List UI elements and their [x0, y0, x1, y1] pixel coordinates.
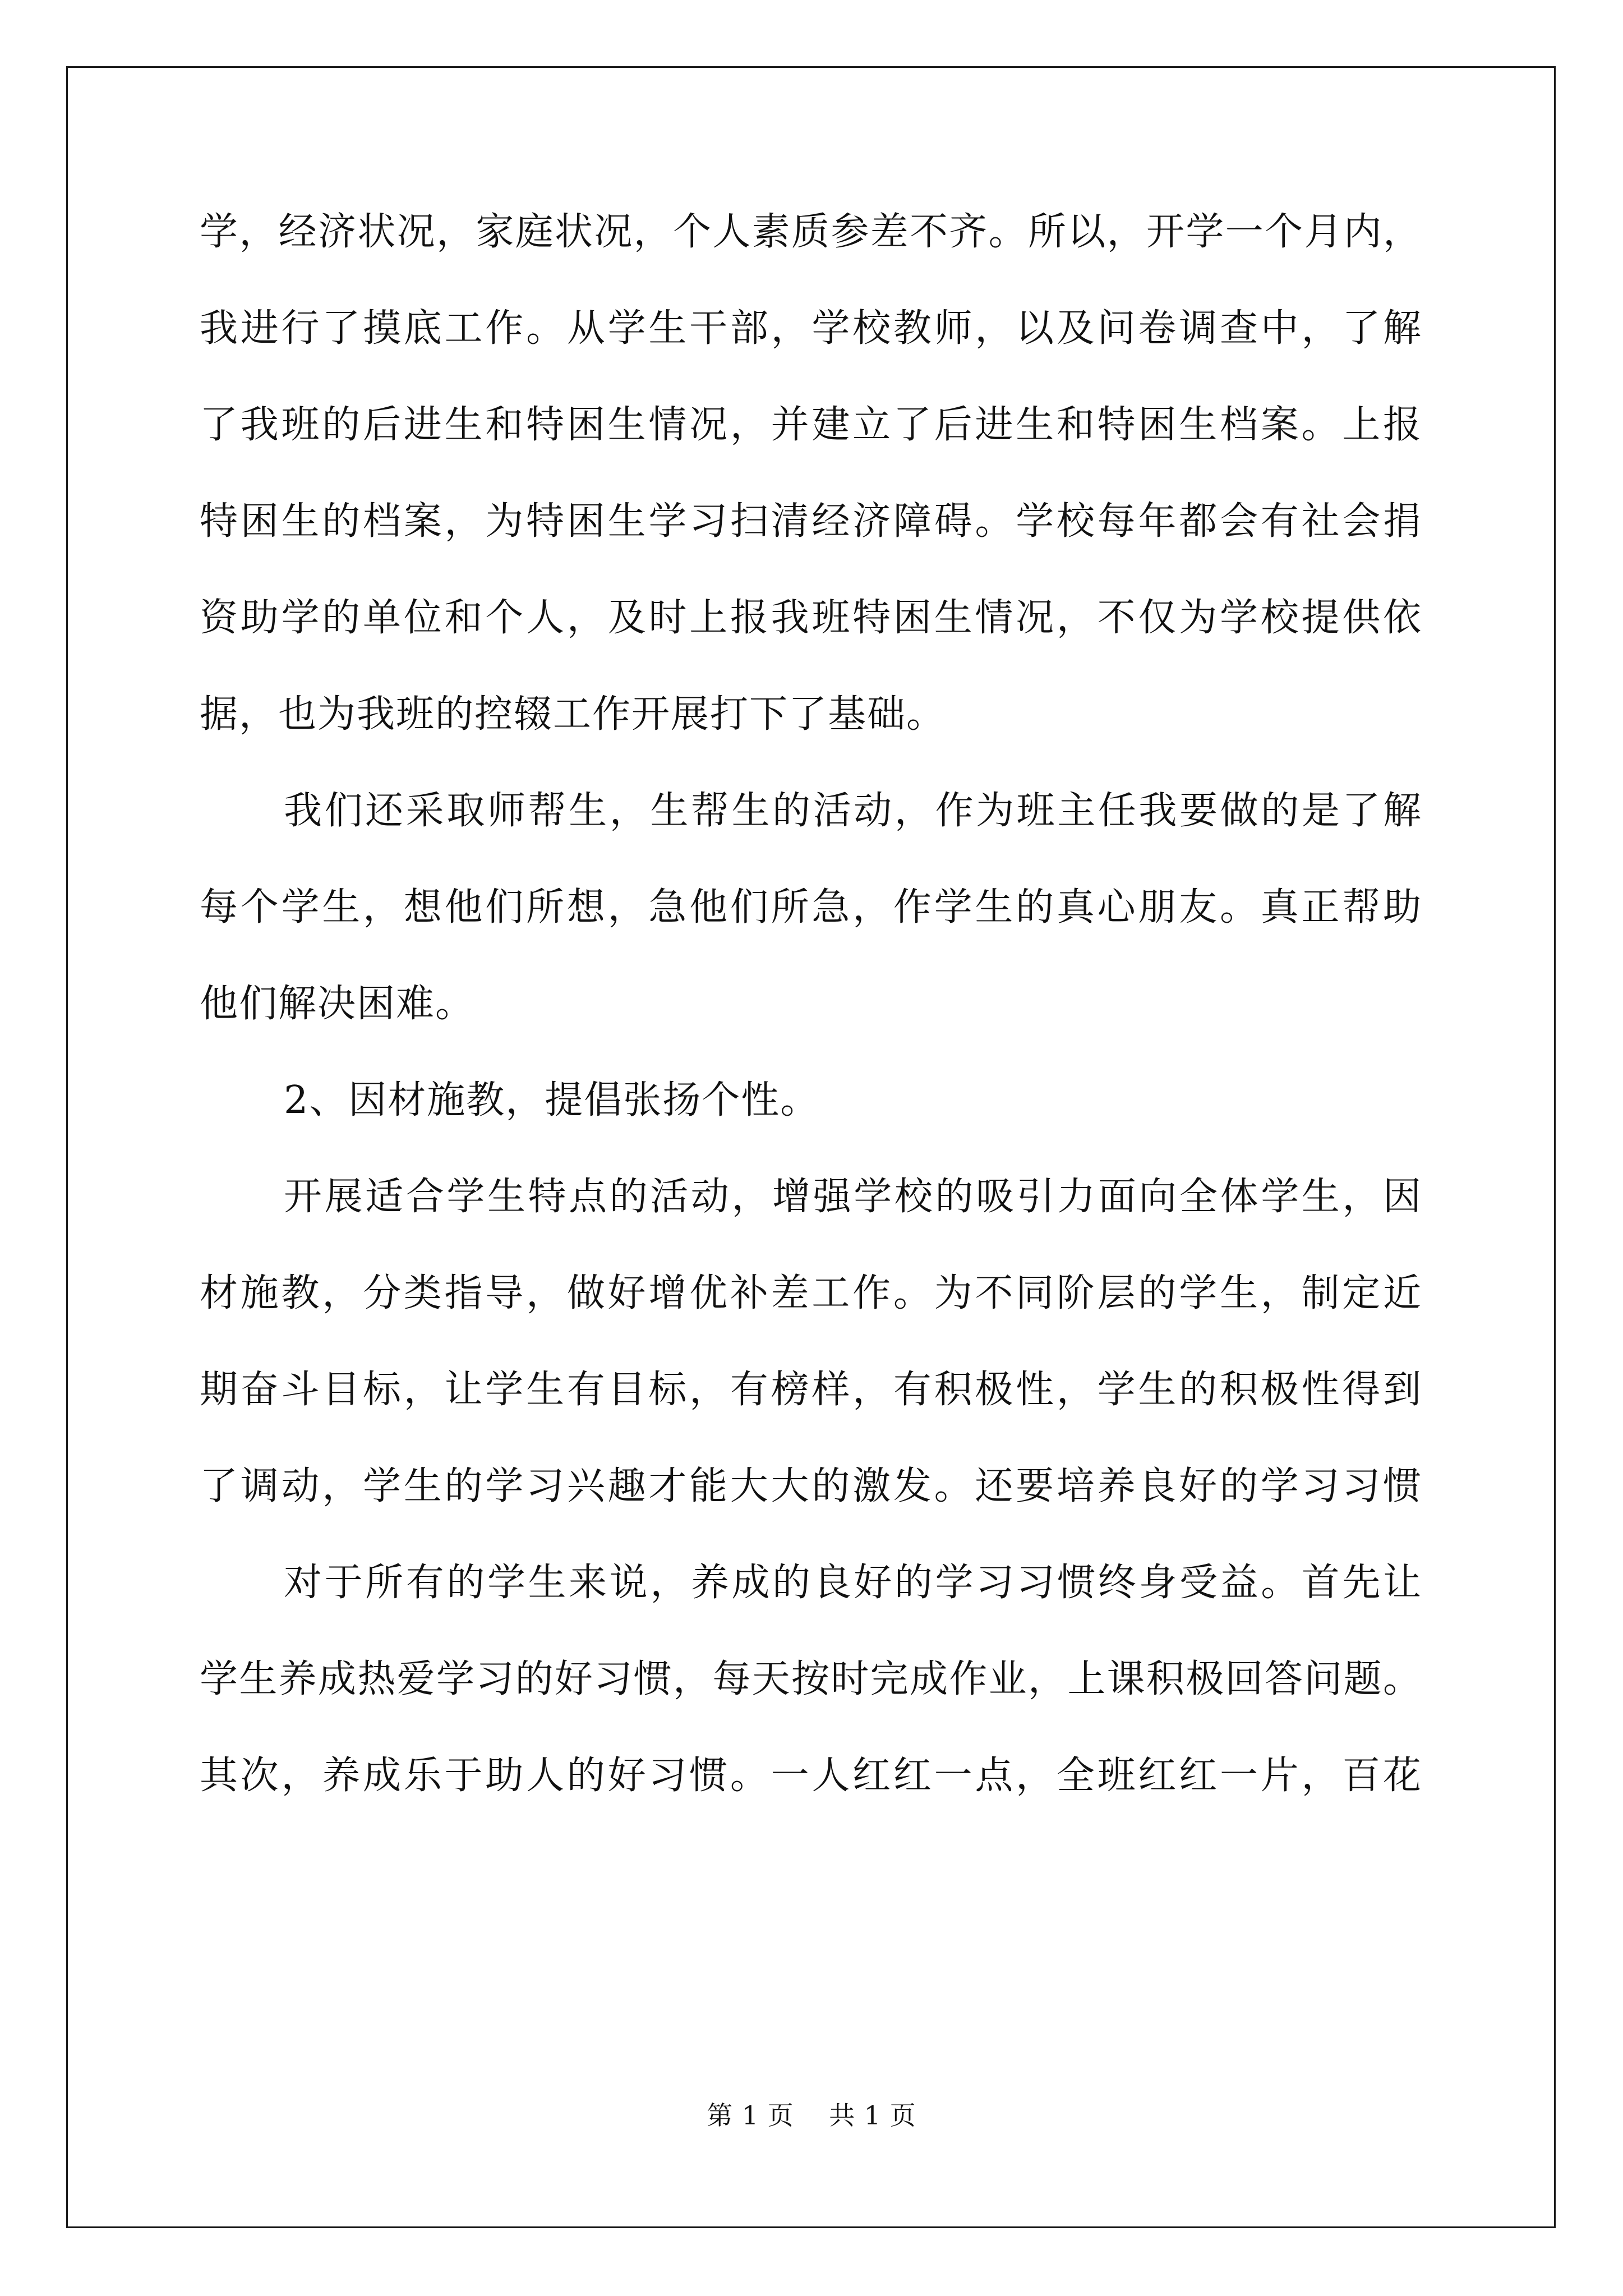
paragraph-first-line: 开展适合学生特点的活动，增强学校的吸引力面向全体学生，因: [284, 1175, 1422, 1219]
paragraph-first-line: 我们还采取师帮生，生帮生的活动，作为班主任我要做的是了解: [284, 789, 1422, 833]
text-line: 期奋斗目标，让学生有目标，有榜样，有积极性，学生的积极性得到: [200, 1368, 1422, 1412]
text-line: 每个学生，想他们所想，急他们所急，作学生的真心朋友。真正帮助: [200, 885, 1422, 930]
page-number-footer: 第 1 页 共 1 页: [707, 2100, 916, 2131]
document-body: [200, 210, 1422, 1853]
text-line: 特困生的档案，为特困生学习扫清经济障碍。学校每年都会有社会捐: [200, 499, 1422, 544]
text-line: 他们解决困难。: [200, 982, 475, 1026]
text-line: 学，经济状况，家庭状况，个人素质参差不齐。所以，开学一个月内，: [200, 210, 1422, 254]
text-line: 其次，养成乐于助人的好习惯。一人红红一点，全班红红一片，百花: [200, 1754, 1422, 1798]
text-line: 资助学的单位和个人，及时上报我班特困生情况，不仅为学校提供依: [200, 596, 1422, 640]
text-line: 学生养成热爱学习的好习惯，每天按时完成作业，上课积极回答问题。: [200, 1657, 1422, 1701]
text-line: 了调动，学生的学习兴趣才能大大的激发。还要培养良好的学习习惯: [200, 1464, 1422, 1508]
paragraph-first-line: 对于所有的学生来说，养成的良好的学习习惯终身受益。首先让: [284, 1561, 1422, 1605]
text-line: 据，也为我班的控辍工作开展打下了基础。: [200, 692, 946, 737]
text-line: 了我班的后进生和特困生情况，并建立了后进生和特困生档案。上报: [200, 403, 1422, 447]
section-heading: 2、因材施教，提倡张扬个性。: [284, 1078, 820, 1122]
text-line: 我进行了摸底工作。从学生干部，学校教师，以及问卷调查中，了解: [200, 306, 1422, 351]
text-line: 材施教，分类指导，做好增优补差工作。为不同阶层的学生，制定近: [200, 1271, 1422, 1315]
